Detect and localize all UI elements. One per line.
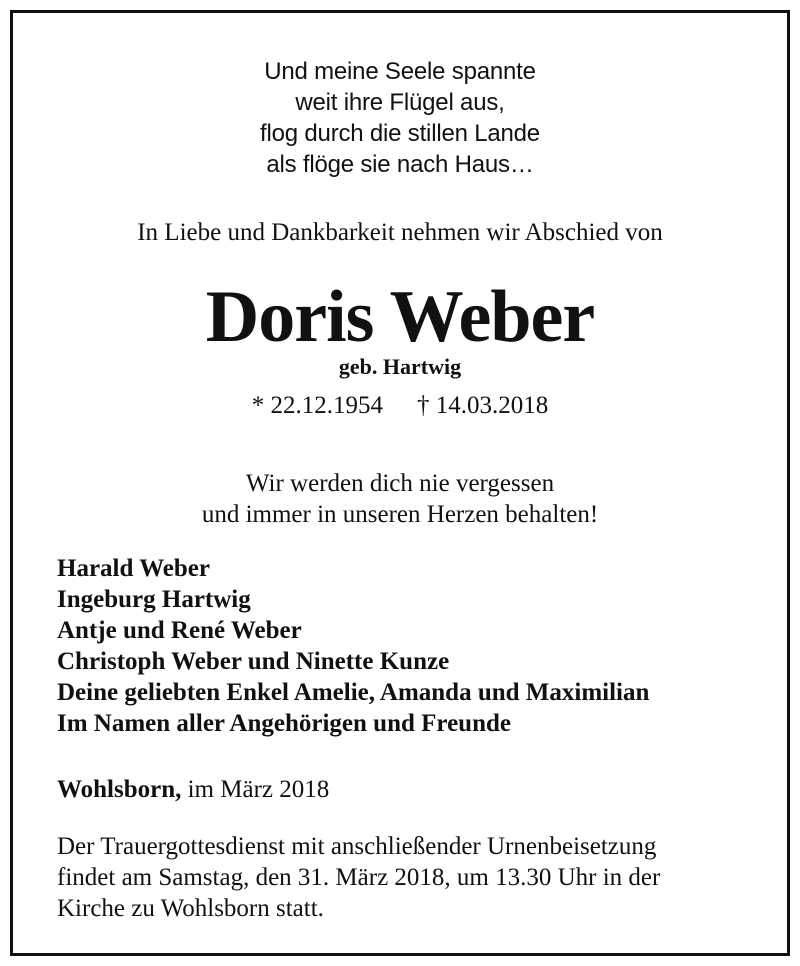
mourner-entry: Deine geliebten Enkel Amelie, Amanda und Maximilian [57,679,650,706]
birth-date: * 22.12.1954 [251,392,383,419]
poem-line: Und meine Seele spannte [264,58,536,85]
farewell-intro: In Liebe und Dankbarkeit nehmen wir Abschied von [137,219,663,246]
mourner-entry: Harald Weber [57,555,211,582]
poem-line: als flöge sie nach Haus… [266,151,534,178]
maiden-name: geb. Hartwig [338,354,462,379]
obituary-notice [10,10,790,956]
funeral-service-info [57,831,660,924]
mourner-entry: Ingeburg Hartwig [57,586,251,613]
life-dates [13,390,787,422]
memorial-poem [13,56,787,180]
poem-line: flog durch die stillen Lande [260,120,540,147]
remembrance-line: und immer in unseren Herzen behalten! [201,501,599,528]
deceased-name: Doris Weber [205,276,595,358]
death-date: † 14.03.2018 [417,392,549,419]
service-line: Der Trauergottesdienst mit anschließender Urnenbeisetzung [57,833,657,860]
remembrance-line: Wir werden dich nie vergessen [245,470,555,497]
mourner-entry: Im Namen aller Angehörigen und Freunde [57,710,511,737]
remembrance-text [13,468,787,530]
place-and-date [57,774,329,805]
mourners-list [57,553,649,739]
service-line: findet am Samstag, den 31. März 2018, um 13.30 Uhr in der [57,864,661,891]
mourner-entry: Christoph Weber und Ninette Kunze [57,648,450,675]
place-name: Wohlsborn, [57,776,182,803]
poem-line: weit ihre Flügel aus, [295,89,505,116]
service-line: Kirche zu Wohlsborn statt. [57,895,324,922]
notice-date: im März 2018 [187,776,330,803]
mourner-entry: Antje und René Weber [57,617,302,644]
